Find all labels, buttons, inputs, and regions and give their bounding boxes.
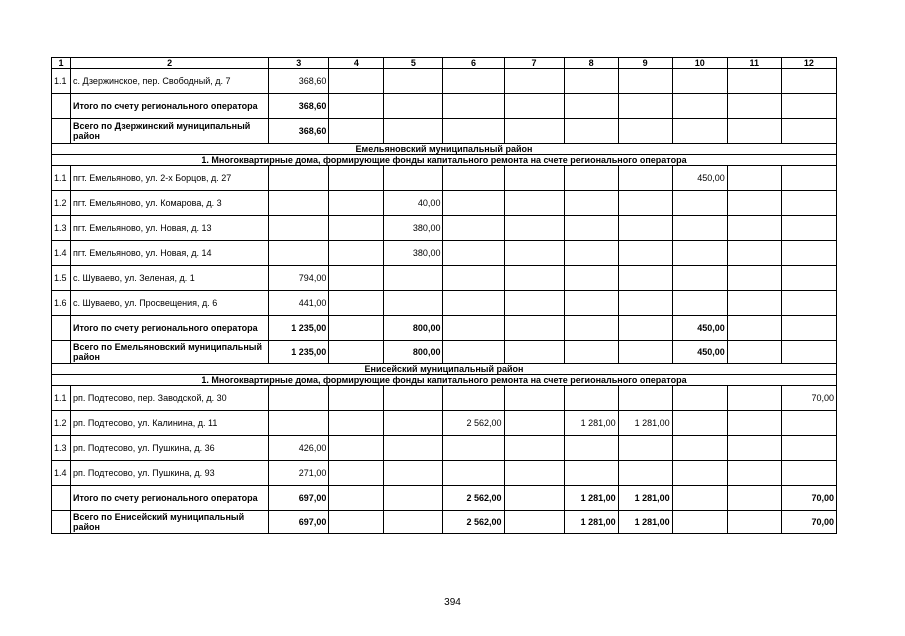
table-row: [52, 386, 837, 411]
address-cell: с. Дзержинское, пер. Свободный, д. 7: [71, 69, 269, 94]
address-cell: пгт. Емельяново, ул. 2-х Борцов, д. 27: [71, 166, 269, 191]
total-row: [52, 511, 837, 534]
table-row: [52, 216, 837, 241]
section-title-row: [52, 144, 837, 155]
table-row: [52, 291, 837, 316]
value-cell: 368,60: [269, 69, 329, 94]
header-cell: 6: [443, 58, 504, 69]
table-row: [52, 191, 837, 216]
value-cell: 2 562,00: [443, 486, 504, 511]
value-cell: 697,00: [269, 511, 329, 534]
value-cell: 368,60: [269, 94, 329, 119]
value-cell: 450,00: [672, 316, 727, 341]
value-cell: 1 235,00: [269, 316, 329, 341]
value-cell: 70,00: [781, 486, 836, 511]
address-cell: пгт. Емельяново, ул. Новая, д. 14: [71, 241, 269, 266]
address-cell: рп. Подтесово, пер. Заводской, д. 30: [71, 386, 269, 411]
header-row: [52, 58, 837, 69]
address-cell: пгт. Емельяново, ул. Комарова, д. 3: [71, 191, 269, 216]
total-row: [52, 341, 837, 364]
header-cell: 3: [269, 58, 329, 69]
document-table: [51, 57, 837, 534]
value-cell: 800,00: [384, 341, 443, 364]
value-cell: 1 281,00: [618, 486, 672, 511]
row-number: 1.1: [52, 69, 71, 94]
row-number: 1.3: [52, 216, 71, 241]
value-cell: 441,00: [269, 291, 329, 316]
value-cell: 450,00: [672, 341, 727, 364]
header-cell: 2: [71, 58, 269, 69]
section-subtitle: 1. Многоквартирные дома, формирующие фонды капитального ремонта на счете регионального оператора: [52, 375, 837, 386]
row-number: 1.2: [52, 411, 71, 436]
table-row: [52, 411, 837, 436]
address-cell: рп. Подтесово, ул. Пушкина, д. 93: [71, 461, 269, 486]
subtotal-label: Итого по счету регионального оператора: [71, 94, 269, 119]
value-cell: 2 562,00: [443, 511, 504, 534]
table-row: [52, 436, 837, 461]
row-number: 1.4: [52, 241, 71, 266]
header-cell: 12: [781, 58, 836, 69]
table-row: [52, 266, 837, 291]
row-number: 1.3: [52, 436, 71, 461]
section-title: Енисейский муниципальный район: [52, 364, 837, 375]
header-cell: 8: [564, 58, 618, 69]
header-cell: 1: [52, 58, 71, 69]
value-cell: 70,00: [781, 511, 836, 534]
value-cell: 1 281,00: [618, 511, 672, 534]
value-cell: 368,60: [269, 119, 329, 144]
page-number: 394: [444, 597, 461, 608]
section-subtitle: 1. Многоквартирные дома, формирующие фонды капитального ремонта на счете регионального оператора: [52, 155, 837, 166]
address-cell: с. Шуваево, ул. Зеленая, д. 1: [71, 266, 269, 291]
total-label: Всего по Енисейский муниципальный район: [71, 511, 269, 534]
address-cell: рп. Подтесово, ул. Калинина, д. 11: [71, 411, 269, 436]
address-cell: с. Шуваево, ул. Просвещения, д. 6: [71, 291, 269, 316]
subtotal-label: Итого по счету регионального оператора: [71, 486, 269, 511]
header-cell: 4: [329, 58, 384, 69]
value-cell: 1 281,00: [564, 511, 618, 534]
subtotal-row: [52, 316, 837, 341]
address-cell: пгт. Емельяново, ул. Новая, д. 13: [71, 216, 269, 241]
value-cell: 800,00: [384, 316, 443, 341]
value-cell: 426,00: [269, 436, 329, 461]
value-cell: 271,00: [269, 461, 329, 486]
row-number: 1.6: [52, 291, 71, 316]
value-cell: 1 281,00: [618, 411, 672, 436]
total-label: Всего по Емельяновский муниципальный район: [71, 341, 269, 364]
row-number: 1.4: [52, 461, 71, 486]
row-number: 1.2: [52, 191, 71, 216]
row-number: 1.5: [52, 266, 71, 291]
header-cell: 11: [727, 58, 781, 69]
value-cell: 380,00: [384, 241, 443, 266]
table-row: [52, 69, 837, 94]
value-cell: 697,00: [269, 486, 329, 511]
value-cell: 70,00: [781, 386, 836, 411]
total-label: Всего по Дзержинский муниципальный район: [71, 119, 269, 144]
value-cell: 2 562,00: [443, 411, 504, 436]
value-cell: 380,00: [384, 216, 443, 241]
section-title: Емельяновский муниципальный район: [52, 144, 837, 155]
value-cell: 1 235,00: [269, 341, 329, 364]
header-cell: 10: [672, 58, 727, 69]
value-cell: 1 281,00: [564, 486, 618, 511]
subtotal-label: Итого по счету регионального оператора: [71, 316, 269, 341]
header-cell: 5: [384, 58, 443, 69]
header-cell: 7: [504, 58, 564, 69]
total-row: [52, 119, 837, 144]
section-subtitle-row: [52, 155, 837, 166]
table-row: [52, 166, 837, 191]
table-row: [52, 241, 837, 266]
value-cell: 40,00: [384, 191, 443, 216]
row-number: 1.1: [52, 166, 71, 191]
subtotal-row: [52, 486, 837, 511]
header-cell: 9: [618, 58, 672, 69]
table-row: [52, 461, 837, 486]
subtotal-row: [52, 94, 837, 119]
row-number: 1.1: [52, 386, 71, 411]
value-cell: 450,00: [672, 166, 727, 191]
section-title-row: [52, 364, 837, 375]
address-cell: рп. Подтесово, ул. Пушкина, д. 36: [71, 436, 269, 461]
value-cell: 1 281,00: [564, 411, 618, 436]
section-subtitle-row: [52, 375, 837, 386]
value-cell: 794,00: [269, 266, 329, 291]
